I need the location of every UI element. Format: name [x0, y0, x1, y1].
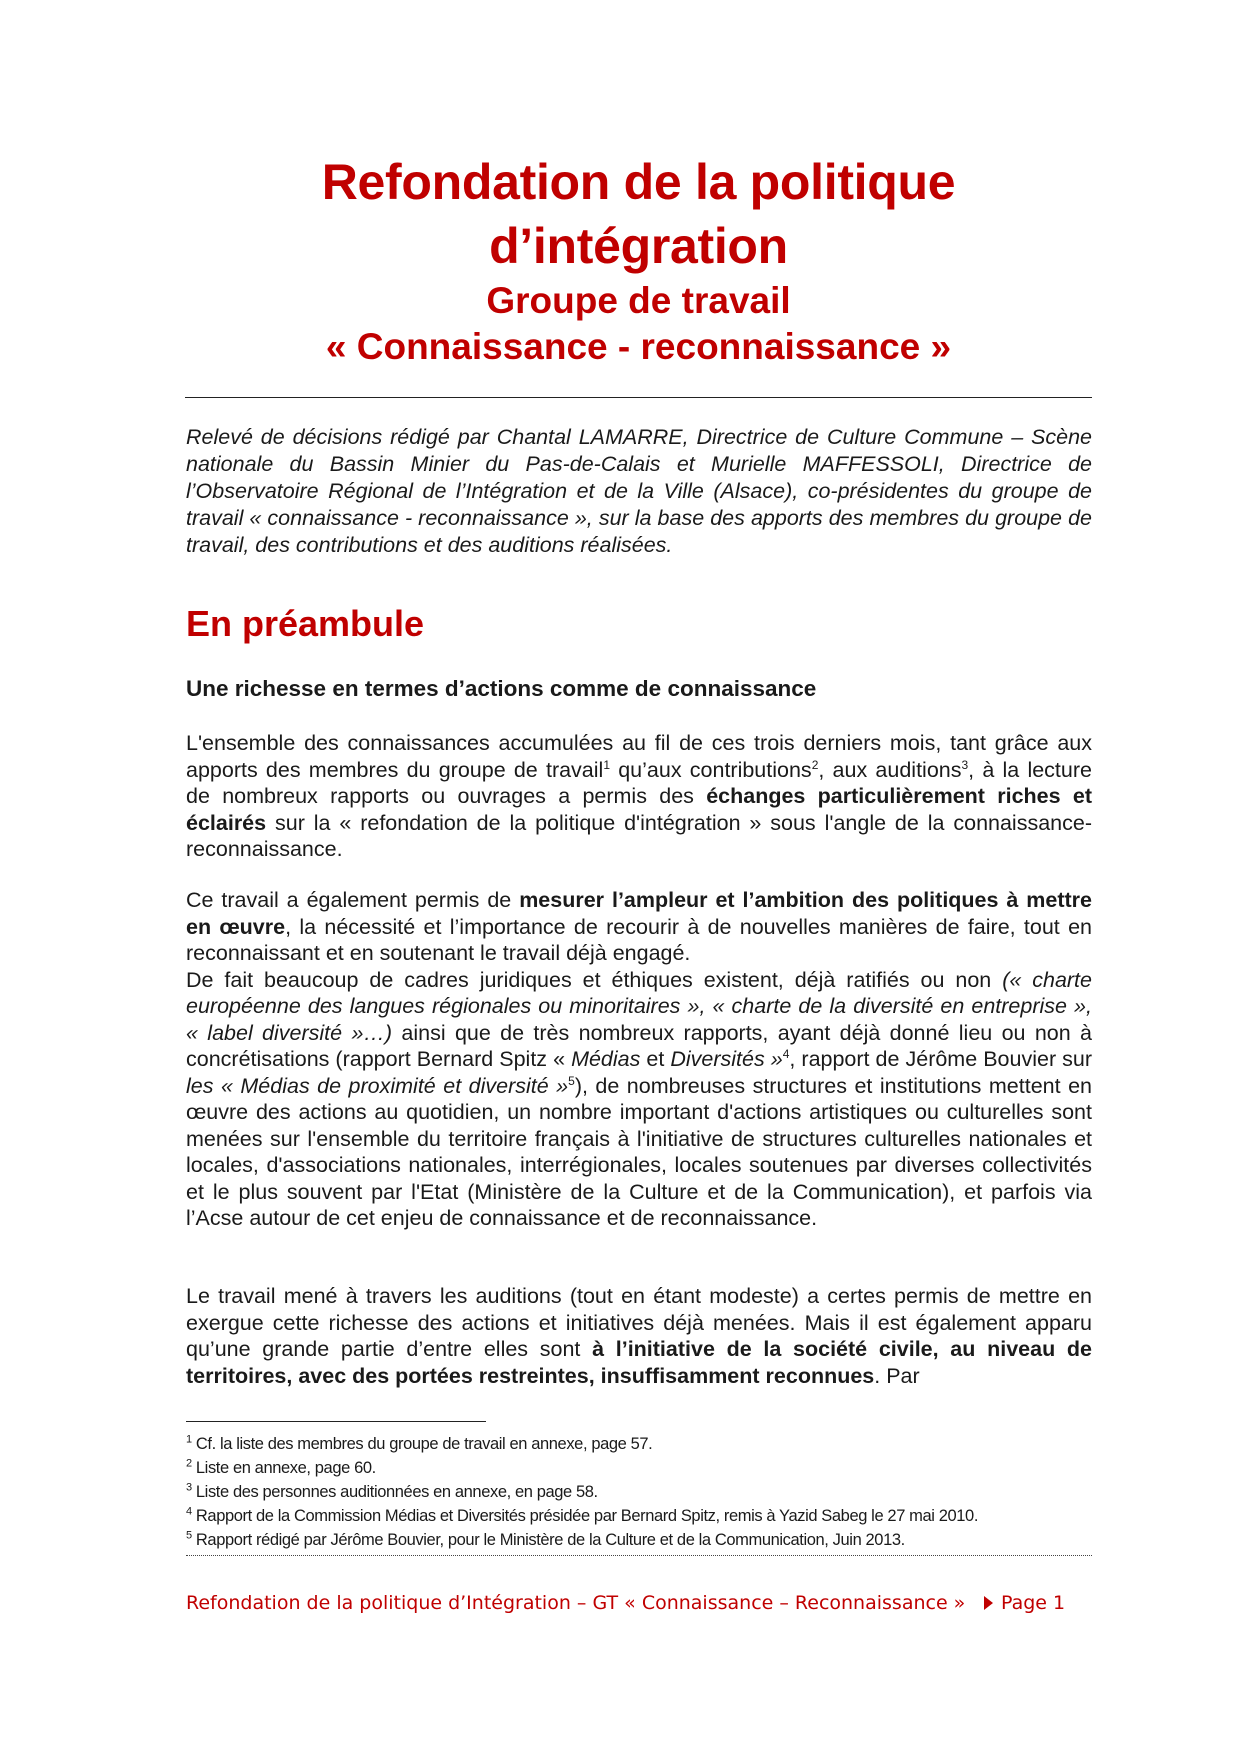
footnote-text: Cf. la liste des membres du groupe de travail en annexe, page 57.: [191, 1435, 653, 1453]
footnote: [186, 1480, 1086, 1504]
text: , aux auditions: [818, 757, 962, 782]
footer-divider: [186, 1555, 1092, 1556]
text: Ce travail a également permis de: [186, 888, 520, 912]
emphasis: à l’initiative de la société civile, au niveau de territoires, avec des portées restreintes, insuffisamment reconnues: [186, 1337, 1092, 1388]
footnote-ref-5[interactable]: 5: [568, 1073, 575, 1088]
page-number: [984, 1592, 1065, 1614]
footnote-number: 4: [186, 1505, 192, 1518]
footnote: [186, 1432, 1086, 1456]
title-line-1: Refondation de la politique: [321, 154, 956, 210]
footnote-separator: [186, 1421, 486, 1422]
footnote-text: Rapport de la Commission Médias et Diversités présidée par Bernard Spitz, remis à Yazid Sabeg le 27 mai 2010.: [191, 1507, 979, 1525]
emphasis: mesurer l’ampleur et l’ambition des politiques à mettre en œuvre: [186, 888, 1092, 939]
footnote: [186, 1504, 1086, 1528]
text: ), de nombreuses structures et institutions mettent en œuvre des actions au quotidien, un nombre important d'actions artistiques ou culturelles sont menées sur l'ensemble du territoire français à l'initiative de structures culturelles nationales et locales, d'associations nationales, interrégionales, locales soutenues par diverses collectivités et le plus souvent par l'Etat (Ministère de la Culture et de la Communication), et parfois via l’Acse autour de cet enjeu de connaissance et de reconnaissance.: [186, 1073, 1092, 1230]
subsection-heading: Une richesse en termes d’actions comme de connaissance: [186, 676, 817, 701]
italic-text: les « Médias de proximité et diversité »: [186, 1073, 569, 1098]
paragraph-1: [186, 730, 1092, 863]
italic-text: Médias: [571, 1047, 641, 1071]
footnote-number: 1: [186, 1433, 192, 1446]
footer-title: Refondation de la politique d’Intégration – GT « Connaissance – Reconnaissance »: [186, 1592, 966, 1614]
title-line-3: Groupe de travail: [486, 280, 791, 321]
footnote-ref-4[interactable]: 4: [782, 1046, 790, 1061]
title-line-4: « Connaissance - reconnaissance »: [325, 326, 952, 367]
text: sur la « refondation de la politique d'intégration » sous l'angle de la connaissance-reconnaissance.: [186, 810, 1092, 861]
text: . Par: [874, 1363, 920, 1388]
text: Le travail mené à travers les auditions (tout en étant modeste) a certes permis de mettre en exergue cette richesse des actions et initiatives déjà menées. Mais il est également apparu qu’une grande partie d’entre elles sont: [186, 1284, 1092, 1361]
paragraph-3: [186, 967, 1092, 1232]
footnote-number: 3: [186, 1481, 192, 1494]
intro-paragraph: Relevé de décisions rédigé par Chantal LAMARRE, Directrice de Culture Commune – Scène nationale du Bassin Minier du Pas-de-Calais et Murielle MAFFESSOLI, Directrice de l’Observatoire Régional de l’Intégration et de la Ville (Alsace), co-présidentes du groupe de travail « connaissance - reconnaissance », sur la base des apports des membres du groupe de travail, des contributions et des auditions réalisées.: [186, 425, 1092, 557]
footnote-number: 2: [186, 1457, 192, 1470]
footnote-ref-2[interactable]: 2: [811, 757, 819, 772]
footnote-number: 5: [186, 1529, 192, 1542]
italic-text: (« charte européenne des langues régionales ou minoritaires », « charte de la diversité en entreprise », « label diversité »…): [186, 967, 1092, 1045]
footnote-ref-1[interactable]: 1: [603, 757, 611, 772]
title-divider: [185, 397, 1092, 398]
paragraph-2: [186, 887, 1092, 1232]
text: ainsi que de très nombreux rapports, ayant déjà donné lieu ou non à concrétisations (rapport Bernard Spitz «: [186, 1020, 1092, 1071]
text: , rapport de Jérôme Bouvier sur: [789, 1047, 1092, 1071]
footnote: [186, 1456, 1086, 1480]
footnote-text: Liste en annexe, page 60.: [191, 1459, 376, 1477]
text: qu’aux contributions: [610, 757, 812, 782]
section-heading: En préambule: [186, 603, 425, 644]
footnote-text: Liste des personnes auditionnées en annexe, en page 58.: [191, 1483, 598, 1501]
footnotes: [186, 1432, 1086, 1552]
triangle-right-icon: [984, 1596, 993, 1610]
italic-text: Diversités »: [670, 1047, 783, 1071]
text: et: [640, 1047, 671, 1071]
text: De fait beaucoup de cadres juridiques et éthiques existent, déjà ratifiés ou non: [186, 967, 1003, 992]
footnote-ref-3[interactable]: 3: [961, 757, 969, 772]
footnote-text: Rapport rédigé par Jérôme Bouvier, pour le Ministère de la Culture et de la Communication, Juin 2013.: [191, 1531, 905, 1549]
page-label: Page 1: [1001, 1592, 1066, 1614]
emphasis: échanges particulièrement riches et éclairés: [186, 784, 1092, 835]
text: , la nécessité et l’importance de recourir à de nouvelles manières de faire, tout en reconnaissant et en soutenant le travail déjà engagé.: [186, 914, 1092, 965]
text: , à la lecture de nombreux rapports ou ouvrages a permis des: [186, 757, 1092, 808]
title-line-2: d’intégration: [489, 218, 788, 274]
paragraph-4: [186, 1283, 1092, 1389]
text: L'ensemble des connaissances accumulées au fil de ces trois derniers mois, tant grâce aux apports des membres du groupe de travail: [186, 731, 1092, 782]
document-title: [185, 150, 1092, 370]
footnote: [186, 1528, 1086, 1552]
